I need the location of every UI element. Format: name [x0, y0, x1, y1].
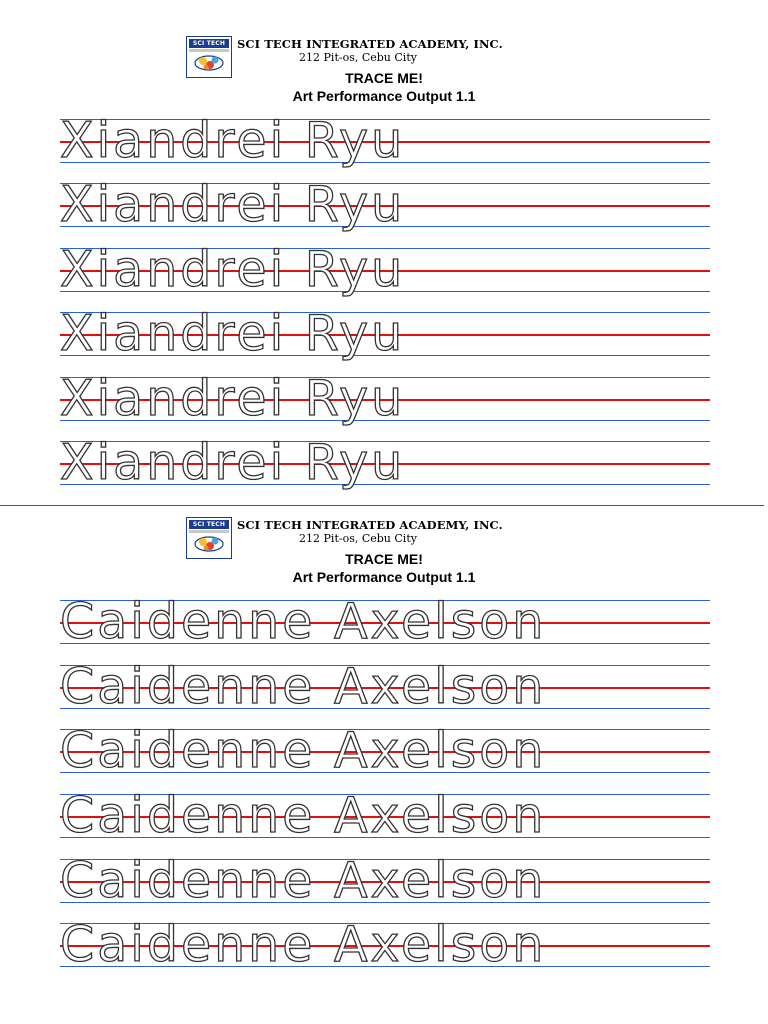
trace-name: Caidenne Axelson [60, 593, 547, 650]
worksheet-title: TRACE ME! [345, 551, 423, 567]
trace-name: Xiandrei Ryu [60, 241, 406, 298]
trace-name: Xiandrei Ryu [60, 305, 406, 362]
logo-text: SCI TECH [189, 39, 229, 48]
trace-name: Caidenne Axelson [60, 787, 547, 844]
trace-name: Caidenne Axelson [60, 916, 547, 973]
tracing-row [60, 241, 710, 298]
trace-name: Caidenne Axelson [60, 658, 547, 715]
page-divider [0, 505, 764, 506]
tracing-row [60, 434, 710, 491]
tracing-row [60, 658, 710, 715]
tracing-row [60, 593, 710, 650]
worksheet-subtitle: Art Performance Output 1.1 [292, 88, 476, 104]
trace-name: Xiandrei Ryu [60, 112, 406, 169]
tracing-rows [0, 510, 768, 1010]
tracing-row [60, 370, 710, 427]
trace-name: Xiandrei Ryu [60, 176, 406, 233]
worksheet-title: TRACE ME! [345, 70, 423, 86]
school-address: 212 Pit-os, Cebu City [299, 532, 417, 545]
trace-name: Caidenne Axelson [60, 852, 547, 909]
worksheet-top [0, 0, 768, 500]
trace-name: Xiandrei Ryu [60, 370, 406, 427]
tracing-row [60, 176, 710, 233]
tracing-row [60, 305, 710, 362]
school-address: 212 Pit-os, Cebu City [299, 51, 417, 64]
worksheet-bottom [0, 510, 768, 1010]
school-name: SCI TECH INTEGRATED ACADEMY, INC. [237, 518, 503, 532]
trace-name: Xiandrei Ryu [60, 434, 406, 491]
school-name: SCI TECH INTEGRATED ACADEMY, INC. [237, 37, 503, 51]
tracing-rows [0, 0, 768, 500]
tracing-row [60, 722, 710, 779]
tracing-row [60, 787, 710, 844]
tracing-row [60, 916, 710, 973]
trace-name: Caidenne Axelson [60, 722, 547, 779]
tracing-row [60, 852, 710, 909]
logo-text: SCI TECH [189, 520, 229, 529]
worksheet-subtitle: Art Performance Output 1.1 [292, 569, 476, 585]
tracing-row [60, 112, 710, 169]
